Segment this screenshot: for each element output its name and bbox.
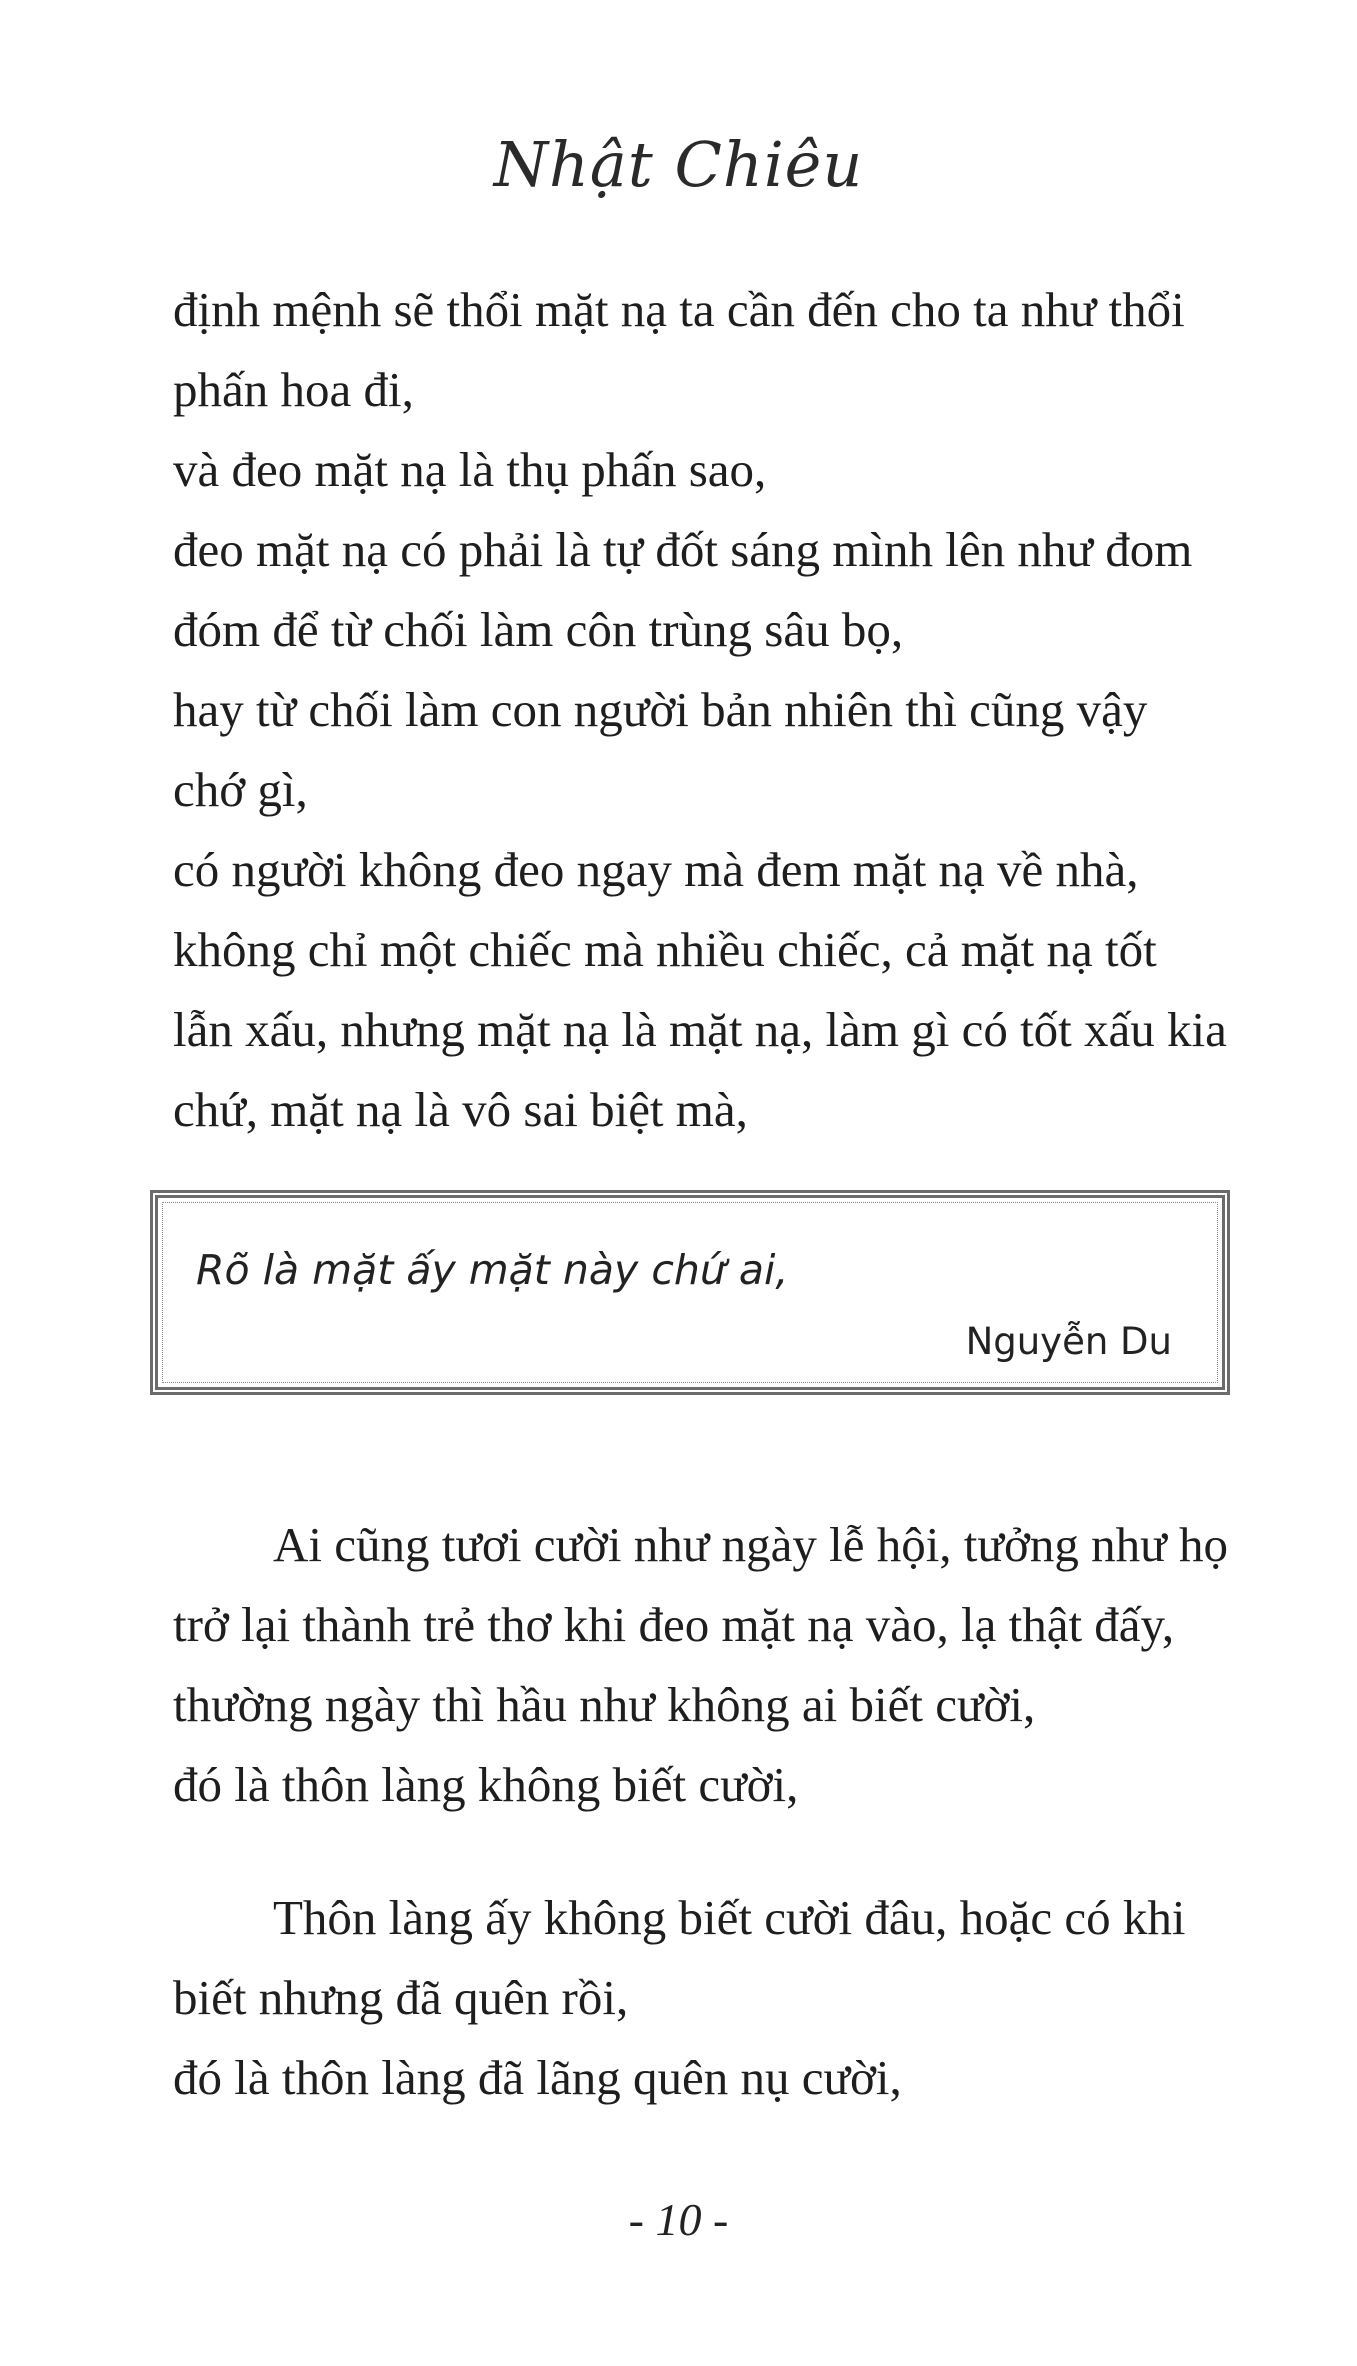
text-line: chứ, mặt nạ là vô sai biệt mà, [173,1082,748,1137]
text-line: chớ gì, [173,762,308,817]
text-line: có người không đeo ngay mà đem mặt nạ về nhà, [173,842,1139,897]
text-line: biết nhưng đã quên rồi, [173,1970,629,2025]
text-line: Ai cũng tươi cười như ngày lễ hội, tưởng như họ [273,1517,1228,1572]
quote-text: Rõ là mặt ấy mặt này chứ ai, [196,1246,789,1294]
quote-author: Nguyễn Du [965,1320,1172,1363]
text-line: đó là thôn làng đã lãng quên nụ cười, [173,2050,902,2105]
text-line: thường ngày thì hầu như không ai biết cười, [173,1677,1036,1732]
quote-box [150,1190,1230,1395]
text-line: Thôn làng ấy không biết cười đâu, hoặc có khi [273,1890,1186,1945]
text-line: đóm để từ chối làm côn trùng sâu bọ, [173,602,904,657]
text-line: định mệnh sẽ thổi mặt nạ ta cần đến cho ta như thổi [173,282,1185,337]
text-line: hay từ chối làm con người bản nhiên thì cũng vậy [173,682,1148,737]
page-number: - 10 - [628,2194,729,2245]
running-header-author: Nhật Chiêu [493,128,864,201]
text-line: trở lại thành trẻ thơ khi đeo mặt nạ vào, lạ thật đấy, [173,1597,1175,1652]
text-line: lẫn xấu, nhưng mặt nạ là mặt nạ, làm gì có tốt xấu kia [173,1002,1227,1057]
text-line: và đeo mặt nạ là thụ phấn sao, [173,442,767,497]
text-line: đeo mặt nạ có phải là tự đốt sáng mình lên như đom [173,522,1193,577]
text-line: không chỉ một chiếc mà nhiều chiếc, cả mặt nạ tốt [173,922,1157,977]
text-line: đó là thôn làng không biết cười, [173,1757,799,1812]
text-line: phấn hoa đi, [173,362,414,417]
